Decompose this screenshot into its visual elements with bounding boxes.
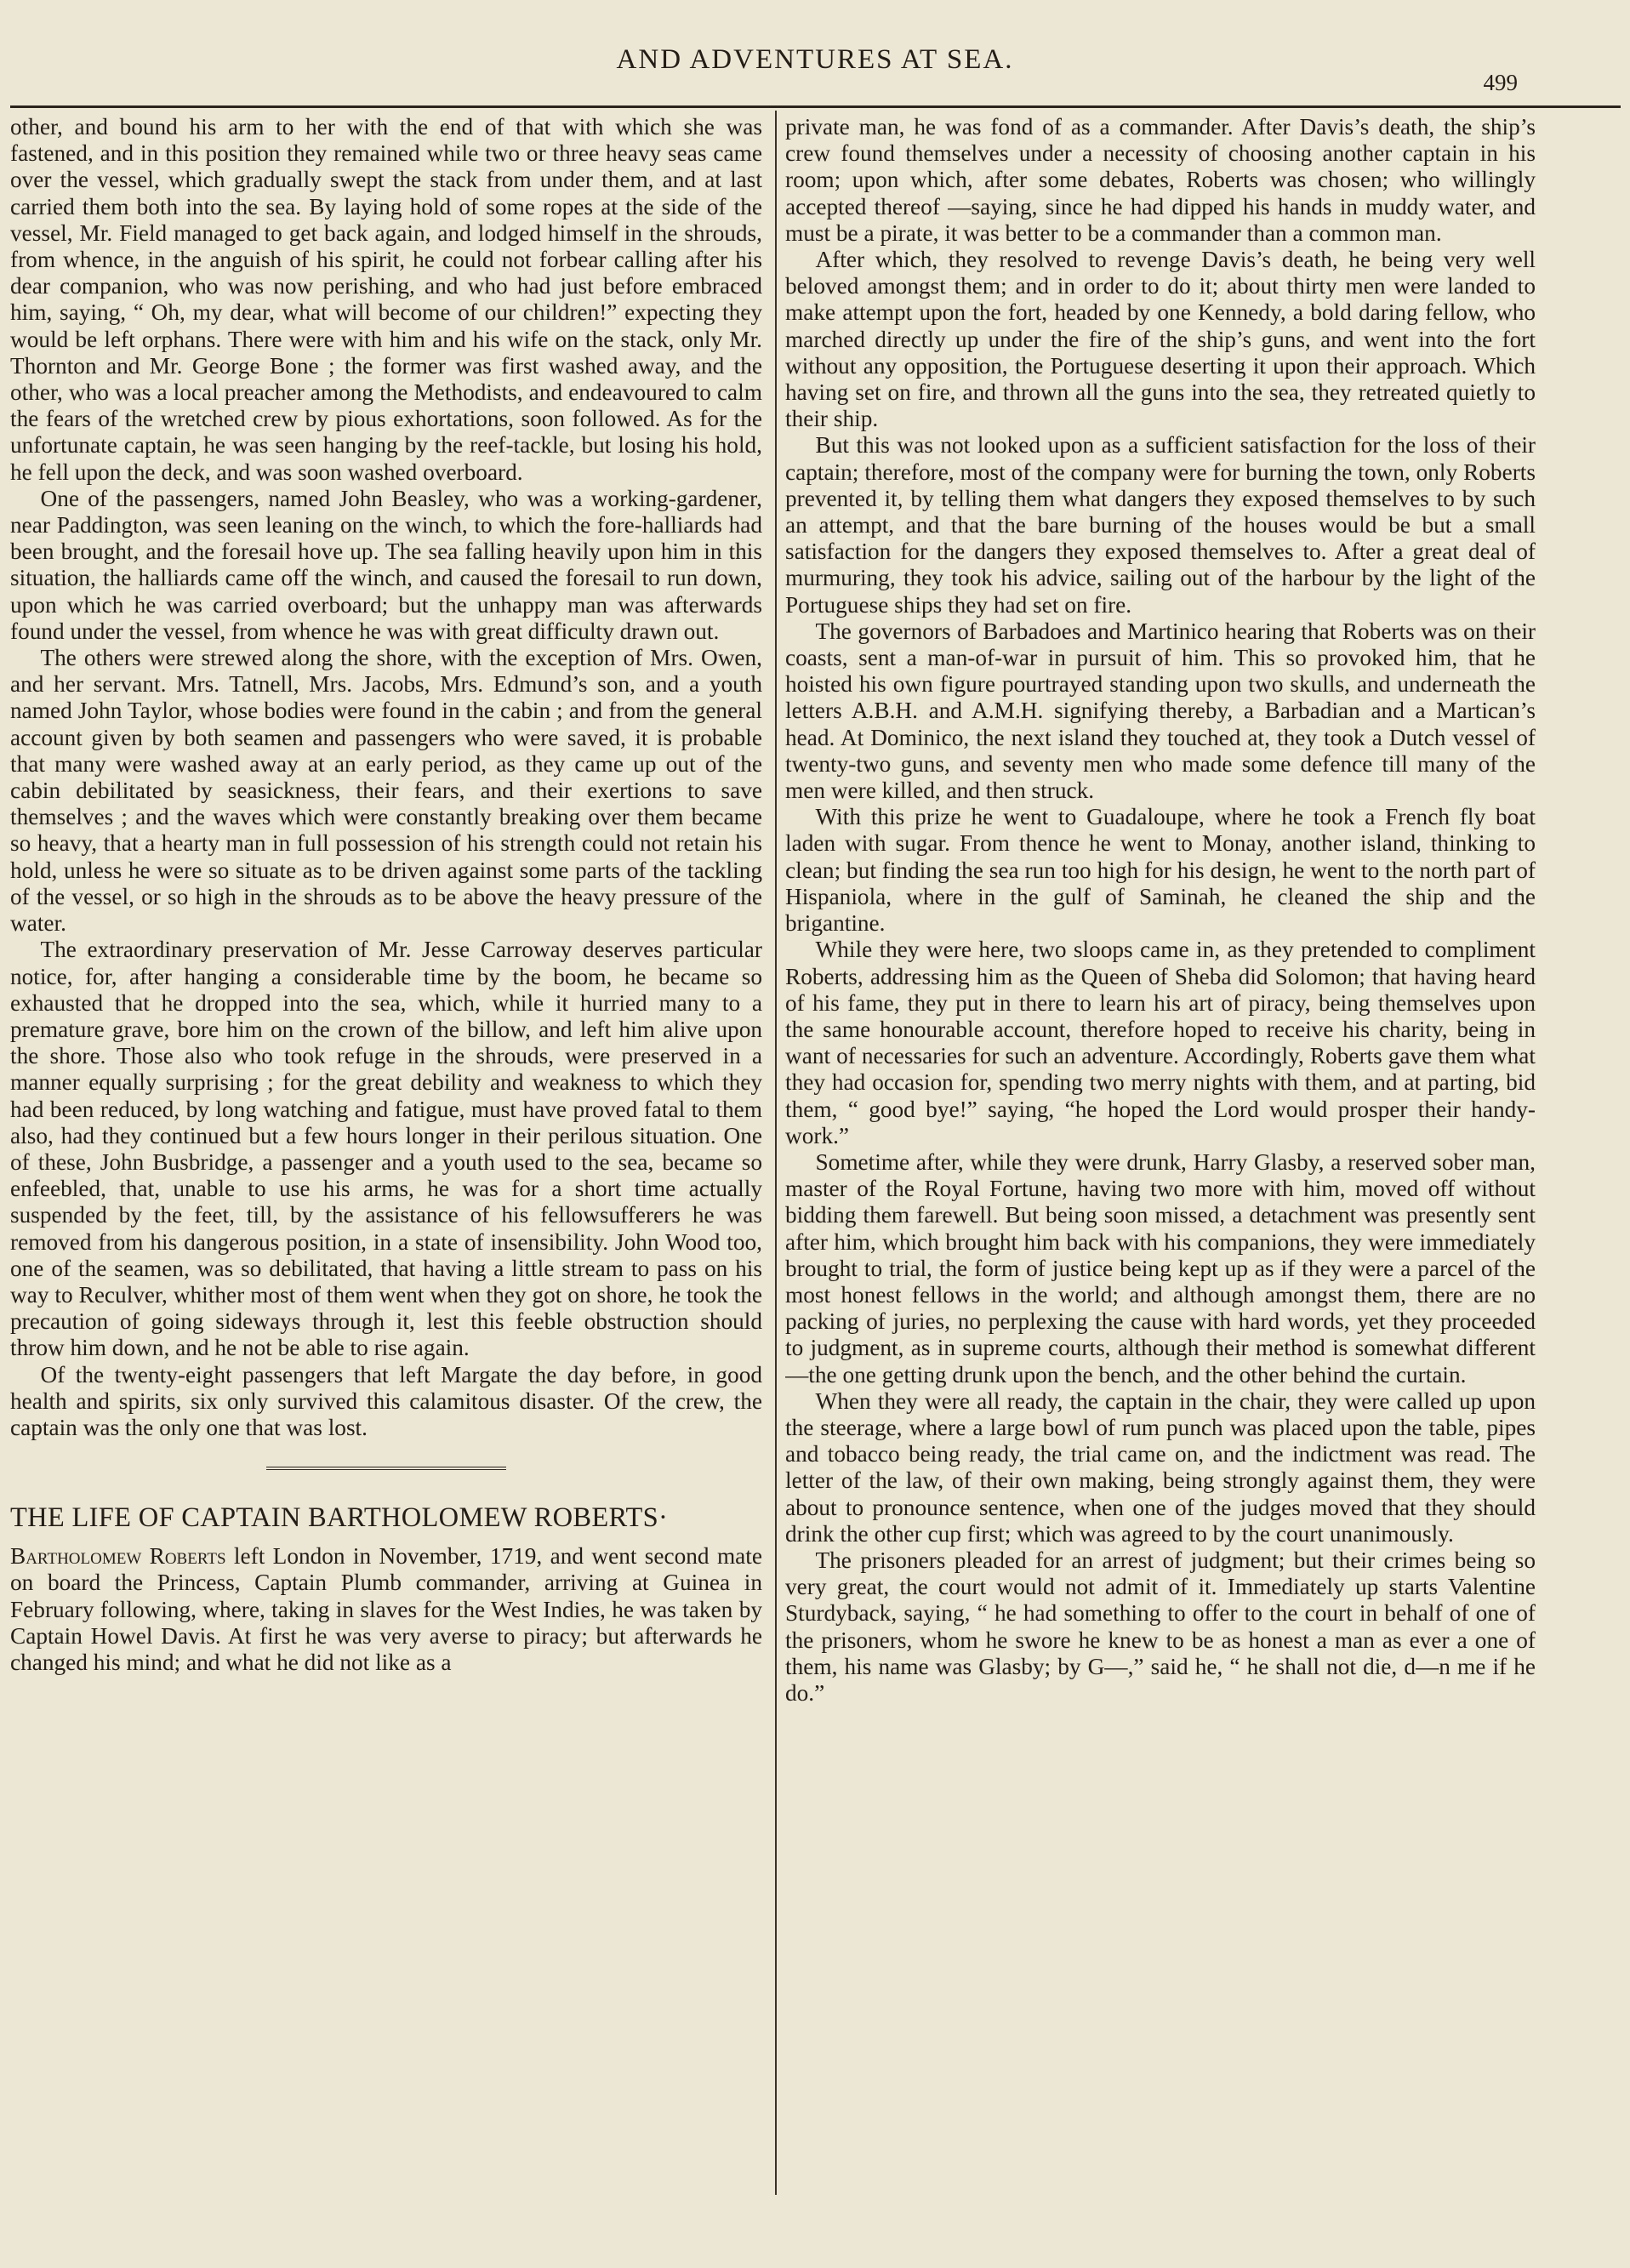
paragraph: private man, he was fond of as a commander. After Davis’s death, the ship’s crew found themselves under a necessity of choosing another captain in his room; upon which, after some debates, Roberts was chosen; who willingly accepted thereof —saying, since he had dipped his hands in muddy water, and must be a pirate, it was better to be a commander than a common man. xyxy=(785,114,1536,246)
article-lead: Bartholomew Roberts xyxy=(10,1543,226,1570)
article-text: left London in November, 1719, and went second mate on board the Princess, Captain Plumb commander, arriving at Guinea in February following, where, taking in slaves for the West Indies, he was taken by Captain Howel Davis. At first he was very averse to piracy; but afterwards he changed his mind; and what he did not like as a xyxy=(10,1543,762,1675)
paragraph: The extraordinary preservation of Mr. Jesse Carroway deserves particular notice, for, after hanging a considerable time by the boom, he became so exhausted that he dropped into the sea, which, while it hurried many to a premature grave, bore him on the crown of the billow, and left him alive upon the shore. Those also who took refuge in the shrouds, were preserved in a manner equally surprising ; for the great debility and weakness to which they had been reduced, by long watching and fatigue, must have proved fatal to them also, had they continued but a few hours longer in their perilous situation. One of these, John Busbridge, a passenger and a youth used to the sea, became so enfeebled, that, unable to use his arms, he was for a short time actually suspended by the feet, till, by the assistance of his fellowsufferers he was removed from his dangerous position, in a state of insensibility. John Wood too, one of the seamen, was so debilitated, that having a little stream to pass on his way to Reculver, whither most of them went when they got on shore, he took the precaution of going sideways through it, lest this feeble obstruction should throw him down, and he not be able to rise again. xyxy=(10,937,762,1361)
right-column xyxy=(785,114,1536,2215)
page-number: 499 xyxy=(1483,70,1518,95)
header-rule xyxy=(10,105,1621,108)
paragraph: The others were strewed along the shore, with the exception of Mrs. Owen, and her servant. Mrs. Tatnell, Mrs. Jacobs, Mrs. Edmund’s son, and a youth named John Taylor, whose bodies were found in the cabin ; and from the general account given by both seamen and passengers who were saved, it is probable that many were washed away at an early period, as they came up out of the cabin debilitated by seasickness, their fears, and their exertions to save themselves ; and the waves which were constantly breaking over them became so heavy, that a hearty man in full possession of his strength could not retain his hold, unless he were so situate as to be driven against some parts of the tackling of the vessel, or so high in the shrouds as to be above the heavy pressure of the water. xyxy=(10,645,762,937)
paragraph: The prisoners pleaded for an arrest of judgment; but their crimes being so very great, the court would not admit of it. Immediately up starts Valentine Sturdyback, saying, “ he had something to offer to the court in behalf of one of the prisoners, whom he swore he knew to be as honest a man as ever a one of them, his name was Glasby; by G—,” said he, “ he shall not die, d—n me if he do.” xyxy=(785,1547,1536,1706)
running-head: AND ADVENTURES AT SEA. xyxy=(616,44,1014,75)
article-title: THE LIFE OF CAPTAIN BARTHOLOMEW ROBERTS· xyxy=(10,1502,669,1534)
paragraph: While they were here, two sloops came in, as they pretended to compliment Roberts, addressing him as the Queen of Sheba did Solomon; that having heard of his fame, they put in there to learn his art of piracy, being themselves upon the same honourable account, therefore hoped to receive his charity, being in want of necessaries for such an adventure. Accordingly, Roberts gave them what they had occasion for, spending two merry nights with them, and at parting, bid them, “ good bye!” saying, “he hoped the Lord would prosper their handy-work.” xyxy=(785,937,1536,1148)
paragraph: With this prize he went to Guadaloupe, where he took a French fly boat laden with sugar. From thence he went to Monay, another island, thinking to clean; but finding the sea run too high for his design, he went to the north part of Hispaniola, where in the gulf of Saminah, he cleaned the ship and the brigantine. xyxy=(785,804,1536,937)
paragraph: One of the passengers, named John Beasley, who was a working-gardener, near Paddington, was seen leaning on the winch, to which the fore-halliards had been brought, and the foresail hove up. The sea falling heavily upon him in this situation, the halliards came off the winch, and caused the foresail to run down, upon which he was carried overboard; but the unhappy man was afterwards found under the vessel, from whence he was with great difficulty drawn out. xyxy=(10,485,762,644)
paragraph: Of the twenty-eight passengers that left Margate the day before, in good health and spirits, six only survived this calamitous disaster. Of the crew, the captain was the only one that was lost. xyxy=(10,1361,762,1440)
paragraph: Sometime after, while they were drunk, Harry Glasby, a reserved sober man, master of the Royal Fortune, having two more with him, moved off without bidding them farewell. But being soon missed, a detachment was presently sent after him, which brought him back with his companions, they were immediately brought to trial, the form of justice being kept up as if they were a parcel of the most honest fellows in the world; and although amongst them, there are no packing of juries, no perplexing the cause with hard words, yet they proceeded to judgment, as in supreme courts, although their method is somewhat different—the one getting drunk upon the bench, and the other behind the curtain. xyxy=(785,1148,1536,1388)
paragraph: After which, they resolved to revenge Davis’s death, he being very well beloved amongst them; and in order to do it; about thirty men were landed to make attempt upon the fort, headed by one Kennedy, a bold daring fellow, who marched directly up under the fire of the ship’s guns, and went into the fort without any opposition, the Portuguese deserting it upon their approach. Which having set on fire, and thrown all the guns into the sea, they retreated quietly to their ship. xyxy=(785,247,1536,432)
paragraph: other, and bound his arm to her with the end of that with which she was fastened, and in this position they remained while two or three heavy seas came over the vessel, which gradually swept the stack from under them, and at last carried them both into the sea. By laying hold of some ropes at the side of the vessel, Mr. Field managed to get back again, and lodged himself in the shrouds, from whence, in the anguish of his spirit, he could not forbear calling after his dear companion, who was now perishing, and who had just before embraced him, saying, “ Oh, my dear, what will become of our children!” expecting they would be left orphans. There were with him and his wife on the stack, only Mr. Thornton and Mr. George Bone ; the former was first washed away, and the other, who was a local preacher among the Methodists, and endeavoured to calm the fears of the wretched crew by pious exhortations, soon followed. As for the unfortunate captain, he was seen hanging by the reef-tackle, but losing his hold, he fell upon the deck, and was soon washed overboard. xyxy=(10,114,762,485)
paragraph: But this was not looked upon as a sufficient satisfaction for the loss of their captain; therefore, most of the company were for burning the town, only Roberts prevented it, by telling them what dangers they exposed themselves to by such an attempt, and that the bare burning of the houses would be but a small satisfaction for the dangers they exposed themselves to. After a great deal of murmuring, they took his advice, sailing out of the harbour by the light of the Portuguese ships they had set on fire. xyxy=(785,432,1536,618)
article-paragraph xyxy=(10,1543,762,1676)
left-column xyxy=(10,114,762,2215)
section-divider xyxy=(10,1467,762,1470)
paragraph: When they were all ready, the captain in the chair, they were called up upon the steerage, where a large bowl of rum punch was placed upon the table, pipes and tobacco being ready, the trial came on, and the indictment was read. The letter of the law, of their own making, being strongly against them, they were about to pronounce sentence, when one of the judges moved that they should drink the other cup first; which was agreed to by the court unanimously. xyxy=(785,1388,1536,1547)
column-divider xyxy=(775,111,777,2195)
paragraph: The governors of Barbadoes and Martinico hearing that Roberts was on their coasts, sent a man-of-war in pursuit of him. This so provoked him, that he hoisted his own figure pourtrayed standing upon two skulls, and underneath the letters A.B.H. and A.M.H. signifying thereby, a Barbadian and a Martican’s head. At Dominico, the next island they touched at, they took a Dutch vessel of twenty-two guns, and seventy men who made some defence till many of the men were killed, and then struck. xyxy=(785,618,1536,804)
